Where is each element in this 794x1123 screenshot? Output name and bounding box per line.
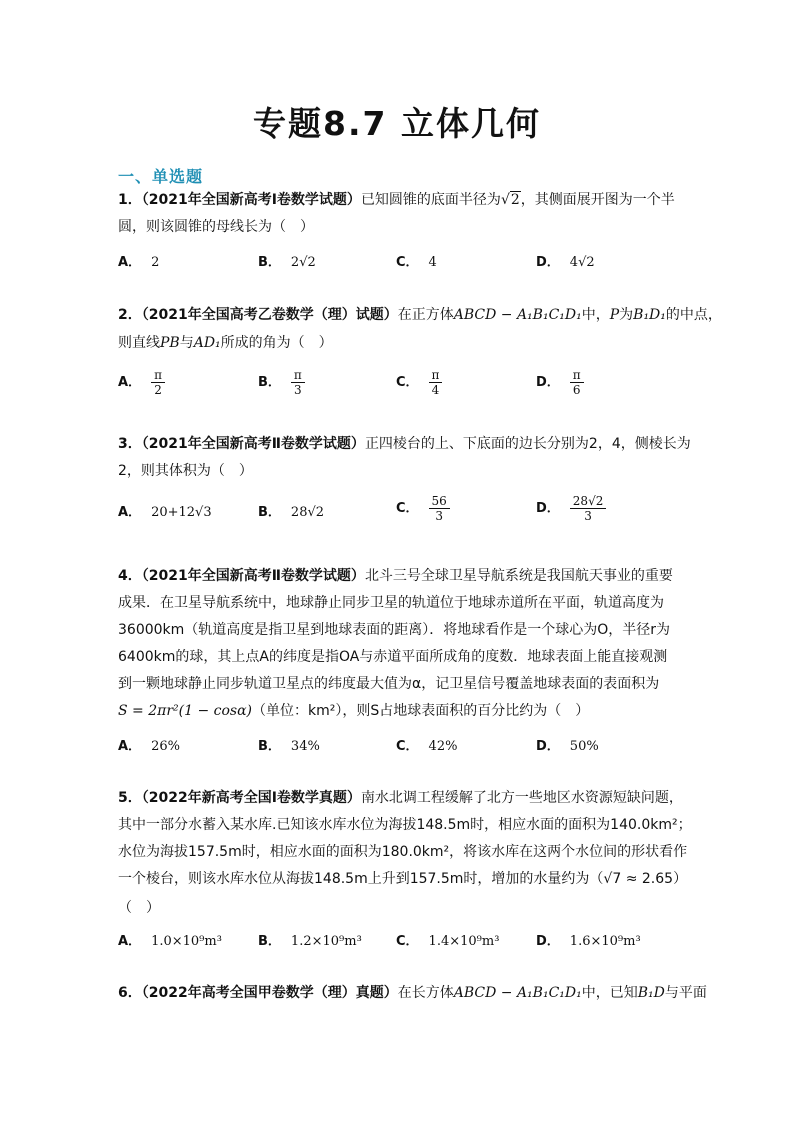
question-3-line-1: 3．（2021年全国新高考Ⅱ卷数学试题）正四棱台的上、下底面的边长分别为2，4，侧棱长为 <box>118 436 691 452</box>
question-number: 5． <box>118 790 142 806</box>
question-text: ，其侧面展开图为一个半 <box>520 192 675 208</box>
question-5-line-1: 5．（2022年新高考全国Ⅰ卷数学真题）南水北调工程缓解了北方一些地区水资源短缺问题， <box>118 790 683 806</box>
question-5-line-3: 水位为海拔157.5m时，相应水面的面积为180.0km²，将该水库在这两个水位间的形状看作 <box>118 844 688 860</box>
option-d[interactable]: D． 50% <box>536 739 599 754</box>
question-4-line-4: 6400km的球，其上点A的纬度是指OA与赤道平面所成角的度数．地球表面上能直接观测 <box>118 649 668 665</box>
option-d[interactable]: D． 4√2 <box>536 255 595 270</box>
question-source: （2021年全国高考乙卷数学（理）试题） <box>141 307 398 323</box>
question-1-line-1 <box>118 190 675 210</box>
option-c[interactable]: C． $\frac{\pi}{4}$ <box>396 368 442 397</box>
question-6-line-1: 6．（2022年高考全国甲卷数学（理）真题）在长方体ABCD − A₁B₁C₁D₁中，已知B₁D与平面 <box>118 985 707 1001</box>
option-b[interactable]: B． 1.2×10⁹m³ <box>258 934 362 949</box>
question-source: （2021年全国新高考Ⅱ卷数学试题） <box>141 436 365 452</box>
question-4-line-5: 到一颗地球静止同步轨道卫星点的纬度最大值为α，记卫星信号覆盖地球表面的表面积为 <box>118 676 660 692</box>
option-b[interactable]: B． 34% <box>258 739 320 754</box>
question-5-line-2: 其中一部分水蓄入某水库.已知该水库水位为海拔148.5m时，相应水面的面积为140.0km²； <box>118 817 692 833</box>
question-2-line-1: 2．（2021年全国高考乙卷数学（理）试题）在正方体ABCD − A₁B₁C₁D₁中，P为B₁D₁的中点， <box>118 307 722 323</box>
option-a[interactable]: A． 2 <box>118 255 160 270</box>
question-5-line-5: （ ） <box>118 900 160 916</box>
option-d[interactable]: D． $\frac{\pi}{6}$ <box>536 368 584 397</box>
option-a[interactable]: A． $\frac{\pi}{2}$ <box>118 368 165 397</box>
option-c[interactable]: C． 1.4×10⁹m³ <box>396 934 500 949</box>
question-4-line-2: 成果．在卫星导航系统中，地球静止同步卫星的轨道位于地球赤道所在平面，轨道高度为 <box>118 595 664 611</box>
question-4-line-6: S = 2πr²(1 − cosα)（单位：km²），则S占地球表面积的百分比约为（ ） <box>118 703 590 719</box>
question-3-line-2: 2，则其体积为（ ） <box>118 463 253 479</box>
section-heading: 一、单选题 <box>118 167 204 186</box>
math-expression: S = 2πr²(1 − cosα) <box>118 703 253 719</box>
math-expression: ABCD − A₁B₁C₁D₁ <box>453 985 582 1001</box>
question-text: 已知圆锥的底面半径为 <box>360 192 501 208</box>
option-c[interactable]: C． $\frac{56}{3}$ <box>396 494 450 523</box>
option-b[interactable]: B． 2√2 <box>258 255 316 270</box>
option-b[interactable]: B． 28√2 <box>258 505 325 520</box>
question-2-line-2: 则直线PB与AD₁所成的角为（ ） <box>118 335 333 351</box>
option-c[interactable]: C． 42% <box>396 739 458 754</box>
question-number: 6． <box>118 985 142 1001</box>
option-d[interactable]: D． 1.6×10⁹m³ <box>536 934 641 949</box>
question-number: 1． <box>118 192 142 208</box>
option-d[interactable]: D． $\frac{28√2}{3}$ <box>536 494 606 523</box>
question-number: 2． <box>118 307 142 323</box>
math-expression: ABCD − A₁B₁C₁D₁ <box>453 307 582 323</box>
question-number: 3． <box>118 436 142 452</box>
question-source: （2021年全国新高考Ⅱ卷数学试题） <box>141 568 365 584</box>
question-source: （2021年全国新高考Ⅰ卷数学试题） <box>141 192 361 208</box>
question-number: 4． <box>118 568 142 584</box>
question-1-line-2: 圆，则该圆锥的母线长为（ ） <box>118 219 314 235</box>
page-title: 专题8.7 立体几何 <box>253 104 541 143</box>
question-4-line-3: 36000km（轨道高度是指卫星到地球表面的距离）．将地球看作是一个球心为O，半径r为 <box>118 622 671 638</box>
option-c[interactable]: C． 4 <box>396 255 437 270</box>
option-a[interactable]: A． 20+12√3 <box>118 505 212 520</box>
option-a[interactable]: A． 1.0×10⁹m³ <box>118 934 222 949</box>
question-source: （2022年高考全国甲卷数学（理）真题） <box>141 985 398 1001</box>
option-a[interactable]: A． 26% <box>118 739 180 754</box>
question-source: （2022年新高考全国Ⅰ卷数学真题） <box>141 790 361 806</box>
option-b[interactable]: B． $\frac{\pi}{3}$ <box>258 368 305 397</box>
question-5-line-4: 一个棱台，则该水库水位从海拔148.5m上升到157.5m时，增加的水量约为（√7 ≈ 2.65） <box>118 871 688 887</box>
question-4-line-1: 4．（2021年全国新高考Ⅱ卷数学试题）北斗三号全球卫星导航系统是我国航天事业的重要 <box>118 568 673 584</box>
math-sqrt: √2 <box>500 192 520 208</box>
